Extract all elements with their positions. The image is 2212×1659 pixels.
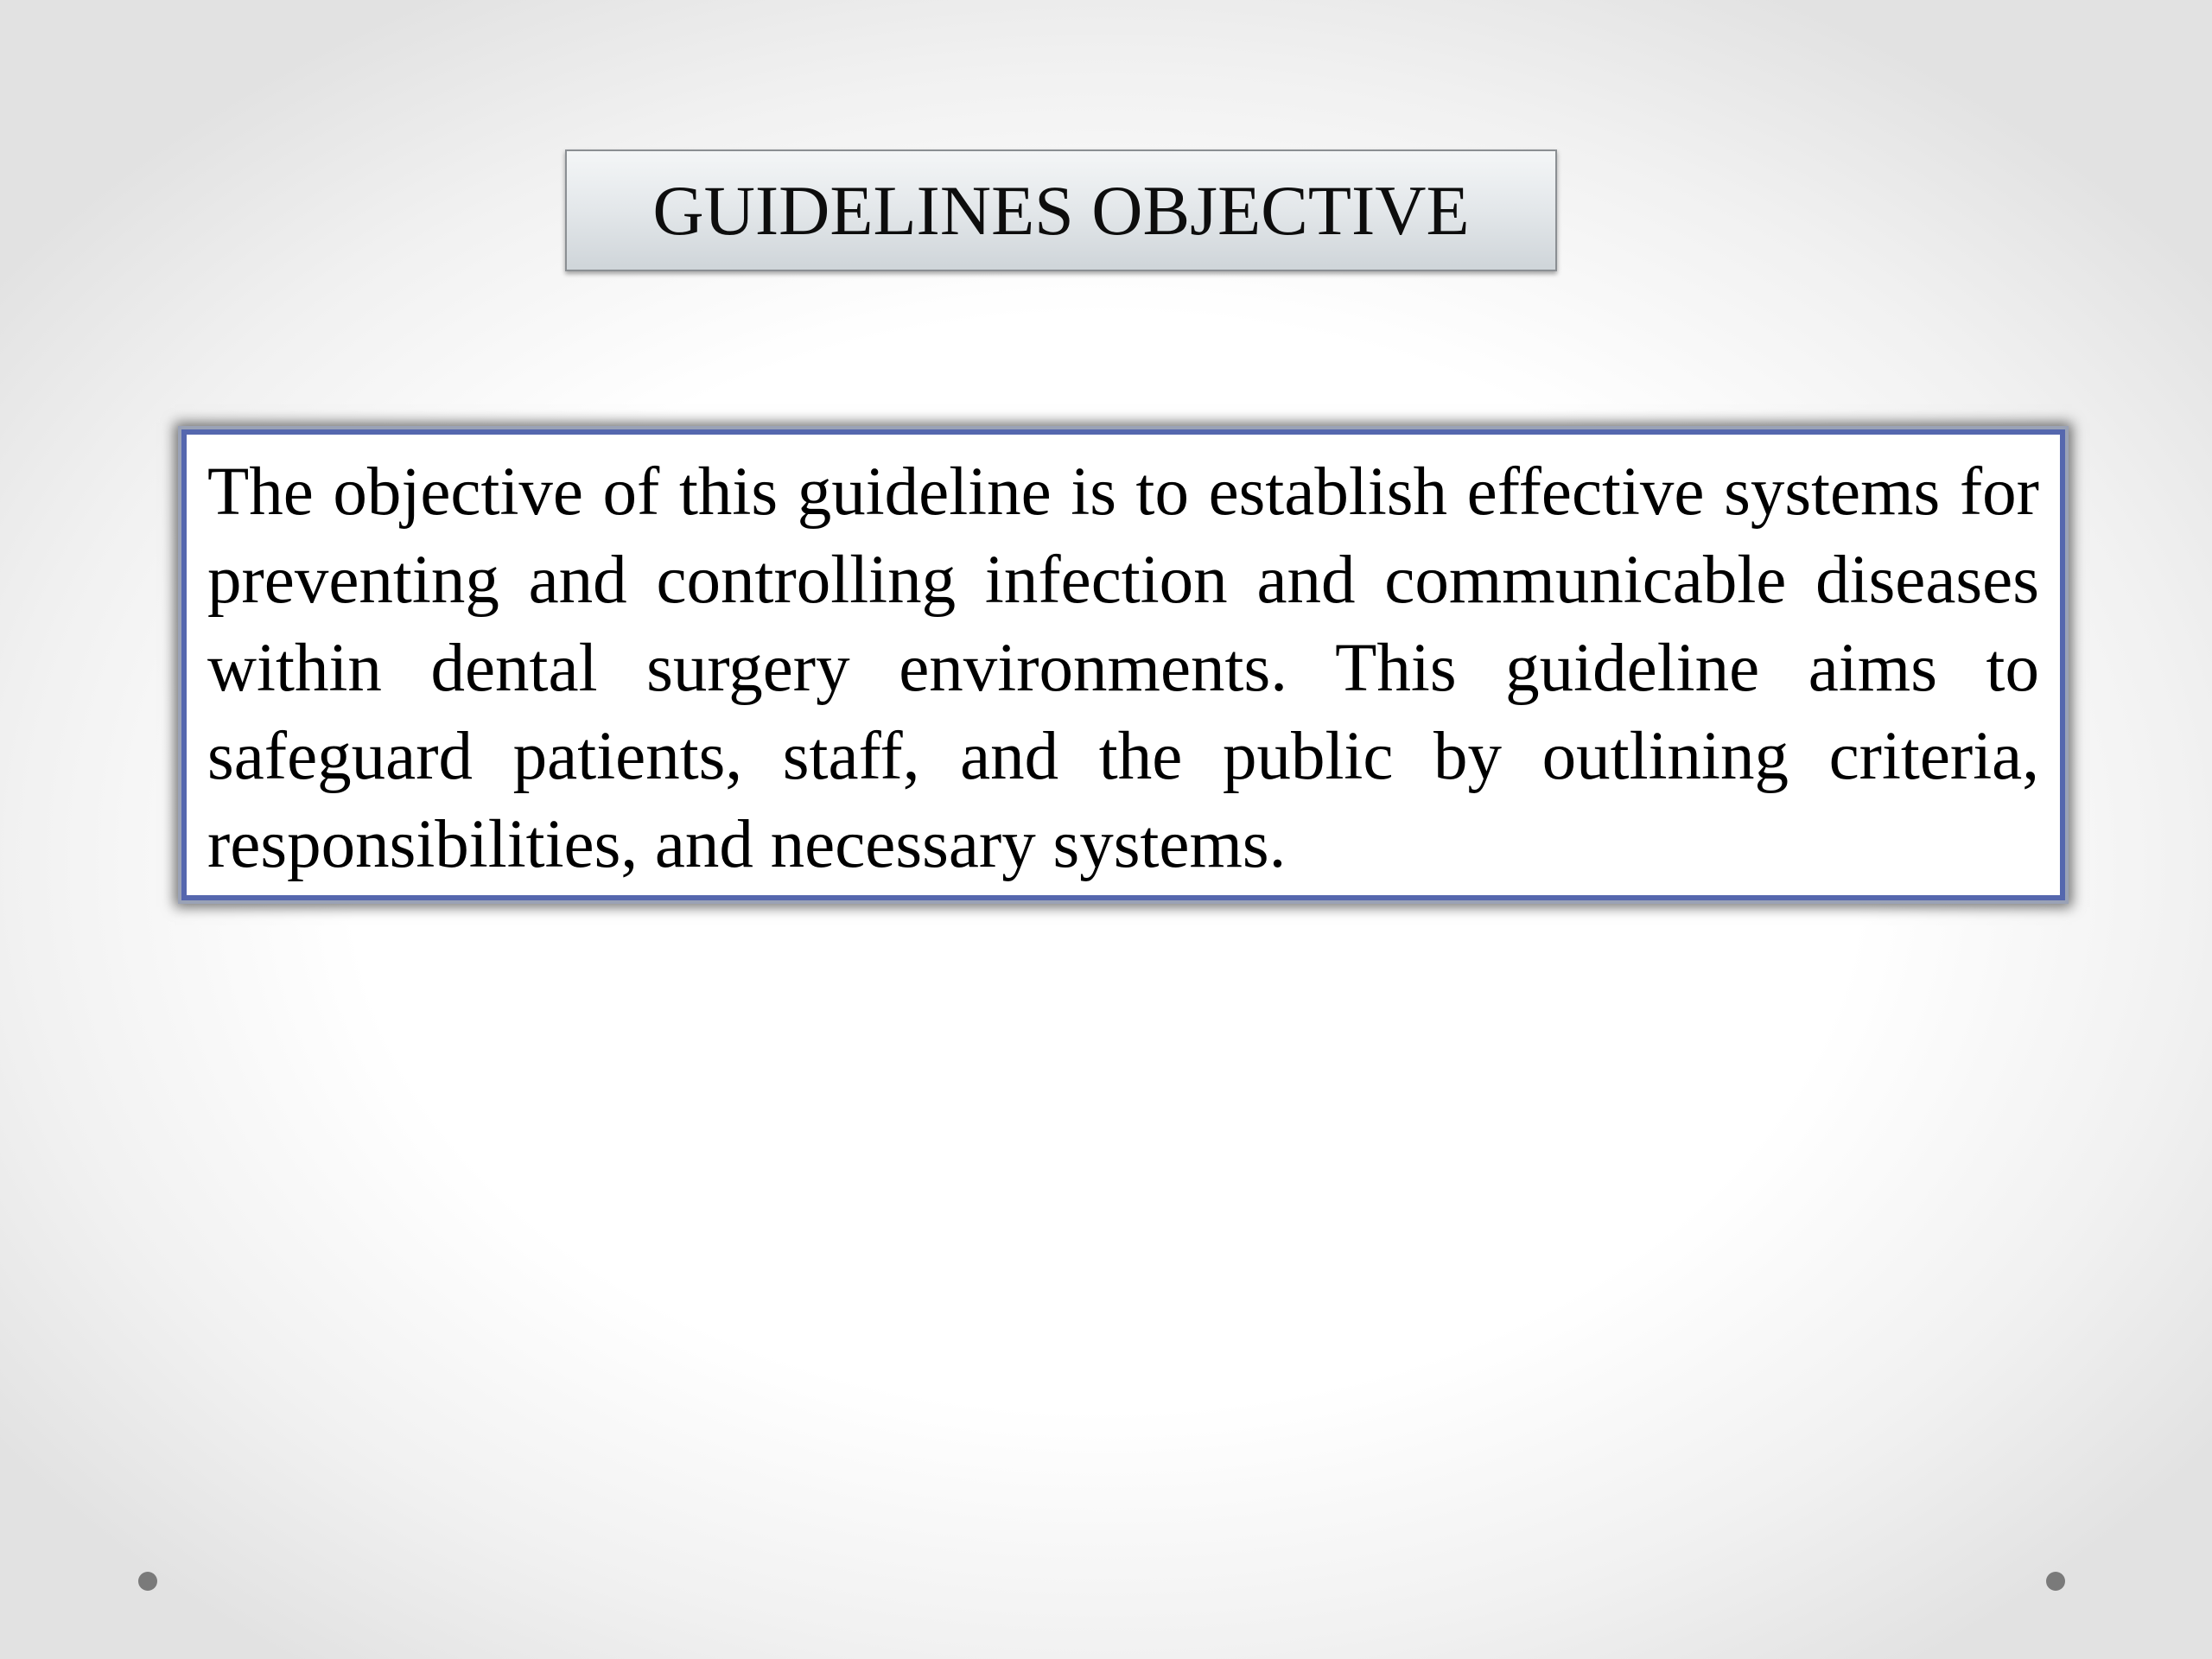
title-box (565, 149, 1557, 271)
content-box (181, 429, 2065, 900)
objective-text: The objective of this guideline is to establish effective systems for preventing and controlling infection and communicable diseases within dental surgery environments. This guideline aims to safeguard patients, staff, and the public by outlining criteria, responsibilities, and necessary systems. (207, 454, 2039, 882)
decorative-dot-right (2046, 1572, 2065, 1591)
decorative-dot-left (138, 1572, 157, 1591)
slide-title: GUIDELINES OBJECTIVE (652, 170, 1470, 250)
